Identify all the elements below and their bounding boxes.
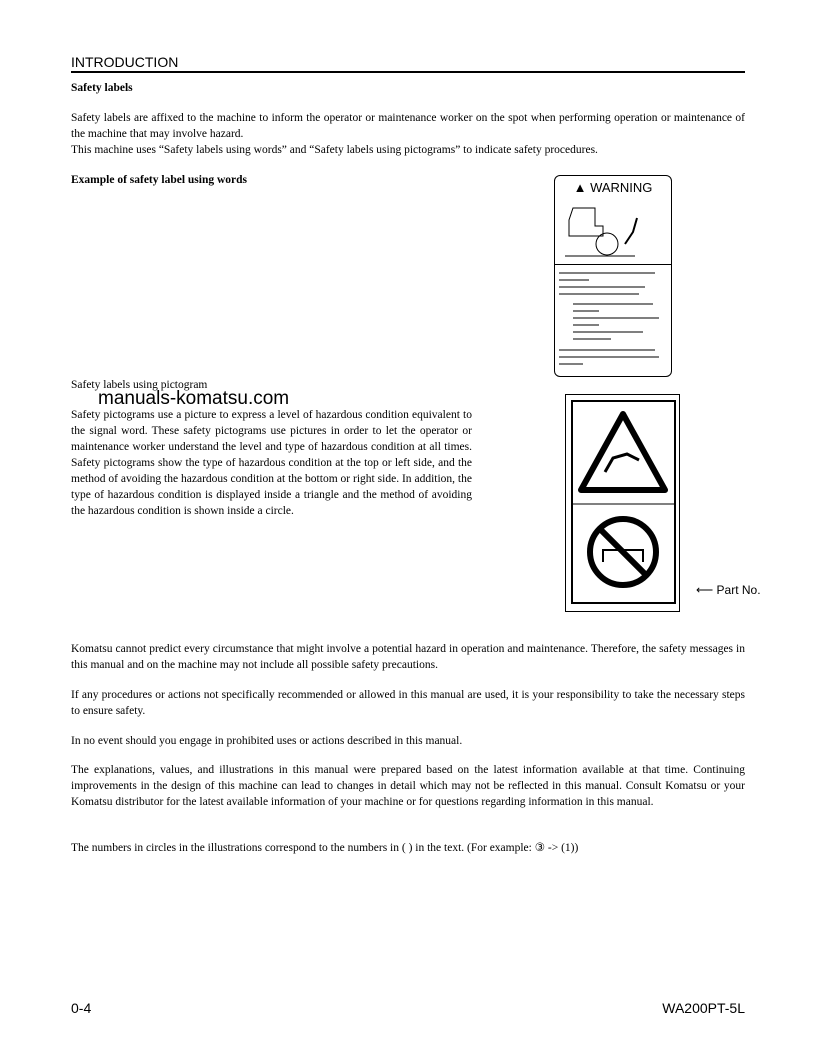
- part-no-label: ⟵ Part No.: [696, 583, 761, 597]
- intro-paragraph-2: This machine uses “Safety labels using words” and “Safety labels using pictograms” to indicate safety procedures.: [71, 144, 598, 156]
- watermark: manuals-komatsu.com: [98, 388, 290, 409]
- page-number: 0-4: [71, 1000, 92, 1016]
- section-header: INTRODUCTION: [71, 54, 179, 70]
- pictogram-heading: Safety labels using pictogram: [71, 379, 208, 391]
- paragraph-5: The numbers in circles in the illustrations correspond to the numbers in ( ) in the text. (For example: ③ -> (1)): [71, 842, 579, 854]
- paragraph-3: In no event should you engage in prohibited uses or actions described in this manual.: [71, 735, 463, 747]
- machine-runover-illustration: [555, 198, 671, 258]
- pictogram-illustration: [573, 402, 674, 602]
- warning-label-image: [554, 175, 672, 377]
- hazard-triangle-icon: [581, 414, 665, 490]
- warning-label-text-lines: [559, 270, 667, 370]
- arrow-icon: ⟵: [696, 583, 717, 597]
- header-rule: [71, 71, 745, 73]
- warning-signal: ▲ WARNING: [573, 180, 653, 195]
- paragraph-2: If any procedures or actions not specifically recommended or allowed in this manual are used, it is your responsibility to take the necessary steps to ensure safety.: [71, 689, 745, 717]
- pictogram-paragraph: Safety pictograms use a picture to express a level of hazardous condition equivalent to the signal word. These safety pictograms use pictures in order to let the operator or maintenance worker understand the level and type of hazardous condition at all times. Safety pictograms show the type of hazardous condition at the top or left side, and the method of avoiding the hazardous condition at the bottom or right side. In addition, the type of hazardous condition is displayed inside a triangle and the method of avoiding the hazardous condition is shown inside a circle.: [71, 409, 472, 517]
- paragraph-1: Komatsu cannot predict every circumstance that might involve a potential hazard in operation and maintenance. Therefore, the safety messages in this manual and on the machine may not include all possible safety precautions.: [71, 643, 745, 671]
- safety-labels-heading: Safety labels: [71, 82, 133, 94]
- pictogram-label-image: [565, 394, 680, 612]
- intro-paragraph-1: Safety labels are affixed to the machine to inform the operator or maintenance worker on the spot when performing operation or maintenance of the machine that may involve hazard.: [71, 112, 745, 140]
- model-number: WA200PT-5L: [662, 1000, 745, 1016]
- paragraph-4: The explanations, values, and illustrations in this manual were prepared based on the latest information available at that time. Continuing improvements in the design of this machine can lead to changes in detail which may not be reflected in this manual. Consult Komatsu or your Komatsu distributor for the latest available information of your machine or for questions regarding information in this manual.: [71, 764, 745, 808]
- warning-triangle-icon: ▲: [573, 180, 587, 195]
- words-example-heading: Example of safety label using words: [71, 174, 248, 186]
